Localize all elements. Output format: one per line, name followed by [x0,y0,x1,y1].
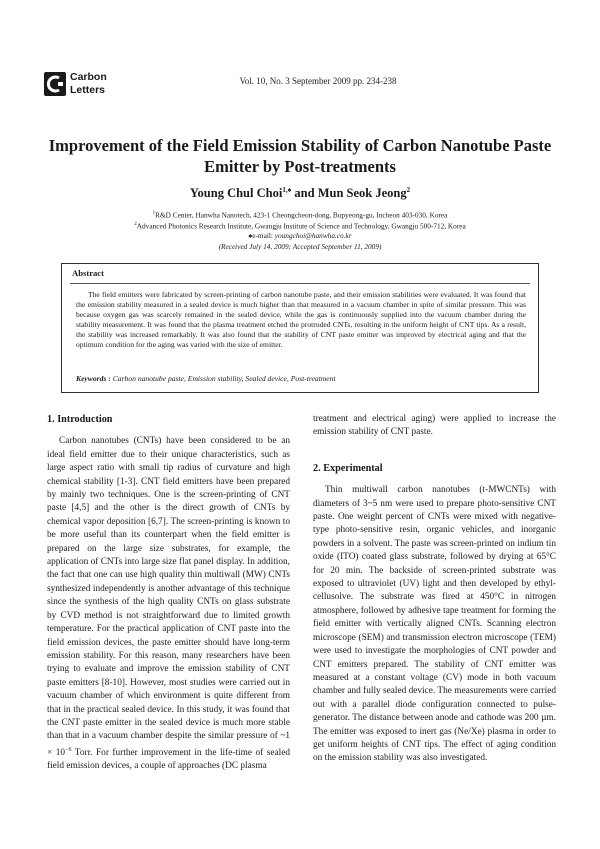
email-label: ♠e-mail: [248,231,275,240]
affiliation-1-text: R&D Center, Hanwha Nanotech, 423-1 Cheongcheon-dong, Bupyeong-gu, Incheon 403-030, Korea [155,210,448,220]
logo-line-2: Letters [70,83,106,96]
affiliation-2-mark: 2 [134,222,137,227]
author-2-affiliation-mark: 2 [406,186,411,194]
abstract-text: The field emitters were fabricated by screen-printing of carbon nanotube paste, and their emission stabilities were evaluated. It was found that the emission stability measured in a sealed device is much higher than that measured in a vacuum chamber in spite of similar pressure. This was because oxygen gas was scarcely remained in the sealed device, while the gas is continuously supplied into the vacuum chamber during the stability measurement. It was found that the plasma treatment etched the protruded CNTs, resulting in the uniform height of CNT tips. As a result, the stability was increased remarkably. It was also found that the stability of CNT paste emitter was improved by electrical aging and that the optimum condition for the aging was varied with the size of emitter. [76,290,526,349]
logo-line-1: Carbon [70,71,107,83]
keywords [76,374,526,383]
pressure-exponent: −6 [65,746,72,753]
left-column [47,413,290,774]
author-list [40,186,560,201]
experimental-heading: 2. Experimental [313,462,383,474]
keywords-list: Carbon nanotube paste, Emission stability, Sealed device, Post-treatment [110,374,336,383]
abstract-box [61,263,539,393]
right-column [313,413,556,766]
introduction-text-part-2: Torr. For further improvement in the life-time of sealed field emission devices, a couple of approaches (DC plasma [47,747,290,772]
abstract-divider [70,283,530,284]
introduction-paragraph [47,435,290,773]
affiliation-2-text: Advanced Photonics Research Institute, Gwangju Institute of Science and Technology, Gwangju 500-712, Korea [136,221,466,231]
keywords-label: Keywords : [76,374,111,383]
author-1-affiliation-mark: 1,♠ [282,186,292,194]
paper-title: Improvement of the Field Emission Stability of Carbon Nanotube Paste Emitter by Post-treatments [48,136,552,176]
affiliation-1-mark: 1 [152,211,156,216]
author-2: Mun Seok Jeong [317,186,407,201]
author-1: Young Chul Choi [189,186,283,201]
journal-info: Vol. 10, No. 3 September 2009 pp. 234-238 [239,76,397,86]
introduction-heading: 1. Introduction [47,414,113,425]
received-accepted-dates: (Received July 14, 2009; Accepted September 11, 2009) [218,242,382,251]
email-address[interactable]: youngchoi@hanwha.co.kr [274,231,352,240]
introduction-text-part-1: Carbon nanotubes (CNTs) have been considered to be an ideal field emitter due to their unique characteristics, such as large aspect ratio with small tip radius of curvature and high chemical stability [1-3]. CNT field emitters have been prepared by mainly two techniques. One is the screen-printing of CNT paste [4,5] and the other is the direct growth of CNTs by chemical vapor deposition [6,7]. The screen-printing is known to be more useful than its counterpart when the field emitter is prepared on the large size substrates, for example, the application of CNTs into large size flat panel display. In addition, the fact that one can use high quality thin multiwall (MW) CNTs synthesized independently is another advantage of this technique since the synthesis of the high quality CNTs on glass substrate by CVD method is not straightforward due to limited growth temperature. For the practical application of CNT paste into the field emission devices, the paste emitter should have long-term emission stability. For this reason, many researchers have been trying to evaluate and improve the emission stability of CNT paste emitters [8-10]. However, most studies were carried out in vacuum chamber of which environment is quite different from that in the practical sealed device. In this study, it was found that the CNT paste emitter in the sealed device is much more stable than that in a vacuum chamber despite the similar pressure of ~1 × 10 [47,436,290,758]
introduction-continued: treatment and electrical aging) were applied to increase the emission stability of CNT paste. [313,414,556,438]
abstract-heading: Abstract [72,268,104,278]
author-separator: and [291,186,318,201]
experimental-paragraph: Thin multiwall carbon nanotubes (t-MWCNTs) with diameters of 3~5 nm were used to prepare photo-sensitive CNT paste. One weight percent of CNTs were mixed with negative-type photo-sensitive resin, organic vehicles, and inorganic powders in a solvent. The paste was screen-printed on indium tin oxide (ITO) coated glass substrate, followed by drying at 65°C for 20 min. The backside of screen-printed substrate was exposed to ultraviolet (UV) light and then developed by ethyl-cellusolve. The substrate was fired at 450°C in nitrogen atmosphere, followed by adhesive tape treatment for forming the field emitter with vertically aligned CNTs. Scanning electron microscope (SEM) and transmission electron microscope (TEM) were used to investigate the morphologies of CNT powder and CNT emitters prepared. The stability of CNT emitter was measured at a constant voltage (CV) mode in both vacuum chamber and fully sealed device. The measurements were carried out with a parallel diode configuration connected to pulse-generator. The distance between anode and cathode was 200 µm. The emitter was exposed to inert gas (Ne/Xe) plasma in order to get uniform heights of CNT tips. The effect of aging condition on the emission stability was also investigated. [313,485,556,764]
correspondence [40,231,560,242]
